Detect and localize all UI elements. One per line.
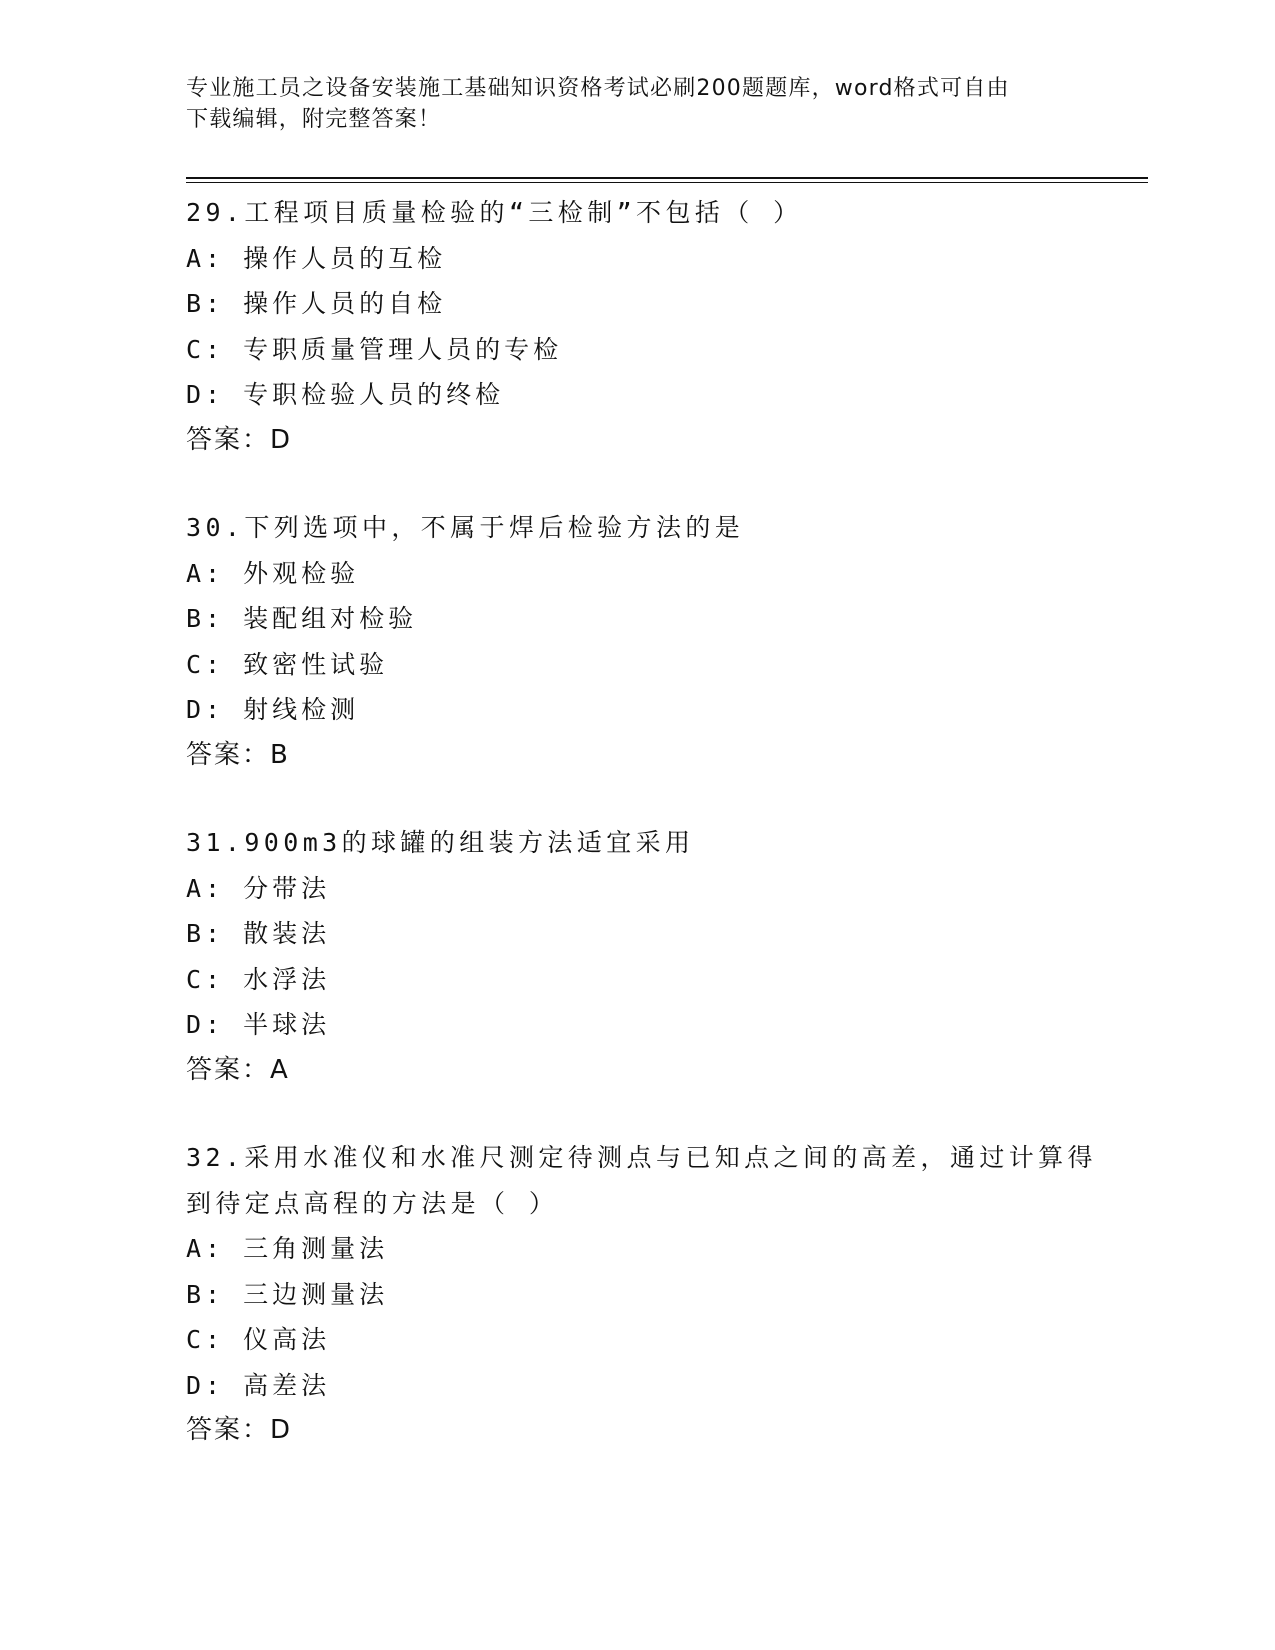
option-c: C: 水浮法 (186, 964, 331, 994)
option-b: B: 三边测量法 (186, 1279, 389, 1309)
question-32 (186, 1135, 1186, 1454)
option-b: B: 散装法 (186, 919, 331, 948)
option-a: A: 分带法 (186, 873, 331, 903)
option-d: D: 专职检验人员的终检 (186, 380, 505, 409)
question-30 (186, 505, 1186, 778)
document-header (186, 73, 1086, 135)
option-a: A: 操作人员的互检 (186, 243, 447, 273)
answer-line: 答案：D (186, 1415, 293, 1445)
option-c: C: 仪高法 (186, 1325, 331, 1354)
question-31 (186, 820, 1186, 1093)
question-title: 31.900m3的球罐的组装方法适宜采用 (186, 828, 695, 857)
answer-line: 答案：A (186, 1054, 290, 1085)
answer-line: 答案：B (186, 739, 290, 770)
option-b: B: 装配组对检验 (186, 604, 418, 633)
question-title-line-2: 到待定点高程的方法是（ ） (186, 1188, 559, 1218)
answer-line: 答案：D (186, 424, 293, 455)
question-title: 30.下列选项中，不属于焊后检验方法的是 (186, 513, 745, 542)
question-list (186, 190, 1186, 1496)
option-a: A: 三角测量法 (186, 1234, 389, 1263)
header-divider-thin (186, 182, 1148, 183)
option-d: D: 射线检测 (186, 695, 360, 724)
option-a: A: 外观检验 (186, 558, 360, 588)
question-title-line-1: 32.采用水准仪和水准尺测定待测点与已知点之间的高差，通过计算得 (186, 1143, 1097, 1172)
header-line-2: 下载编辑，附完整答案！ (186, 107, 442, 132)
option-b: B: 操作人员的自检 (186, 289, 447, 318)
header-line-1: 专业施工员之设备安装施工基础知识资格考试必刷200题题库，word格式可自由 (186, 76, 1010, 101)
question-title: 29.工程项目质量检验的“三检制”不包括（ ） (186, 198, 803, 227)
option-d: D: 高差法 (186, 1370, 331, 1400)
question-29 (186, 190, 1186, 463)
option-c: C: 专职质量管理人员的专检 (186, 334, 563, 364)
header-divider-thick (186, 177, 1148, 179)
option-c: C: 致密性试验 (186, 649, 389, 679)
option-d: D: 半球法 (186, 1010, 331, 1039)
